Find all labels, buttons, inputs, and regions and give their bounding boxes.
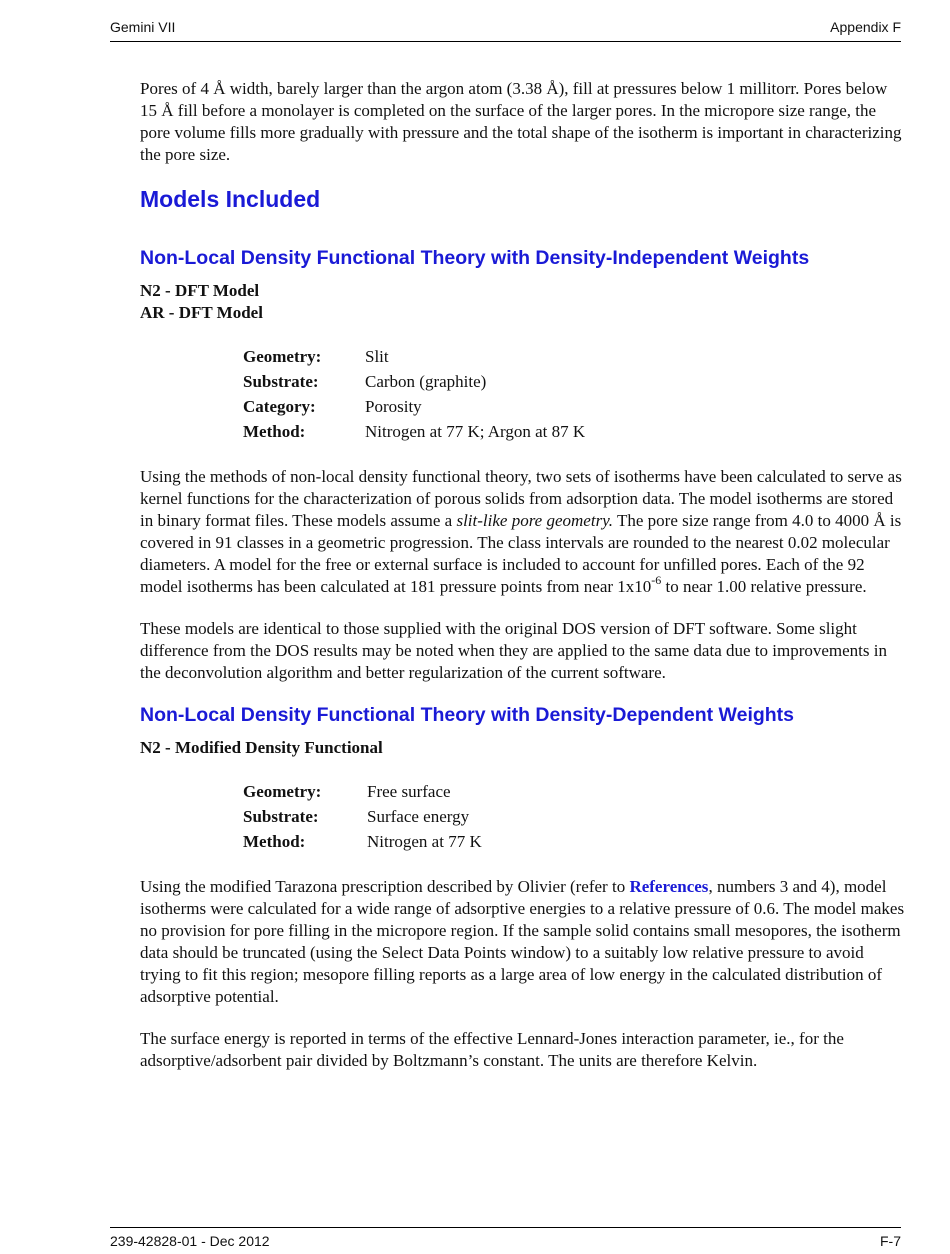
- subsection-title-dependent: Non-Local Density Functional Theory with Density-Dependent Weights: [140, 704, 795, 726]
- model-name: N2 - DFT Model: [140, 281, 260, 300]
- surface-energy-paragraph: The surface energy is reported in terms of the effective Lennard-Jones interaction parameter, ie., for the adsorptive/adsorbent pair divided by Boltzmann’s constant. The units are therefore Kelvin.: [140, 1029, 844, 1070]
- properties-table-independent: [243, 344, 585, 444]
- footer-document-number: 239-42828-01 - Dec 2012: [110, 1233, 270, 1249]
- property-row: [243, 829, 482, 854]
- page-content: [140, 78, 905, 1092]
- property-label: Substrate:: [243, 372, 319, 391]
- exponent: -6: [651, 573, 662, 588]
- property-row: [243, 419, 585, 444]
- property-value: Carbon (graphite): [365, 372, 487, 391]
- property-row: [243, 369, 585, 394]
- property-value: Nitrogen at 77 K; Argon at 87 K: [365, 422, 586, 441]
- emphasis-text: slit-like pore geometry.: [456, 511, 614, 530]
- text-run: , numbers 3 and 4), model isotherms were calculated for a wide range of adsorptive energies to a relative pressure of 0.6. The model makes no provision for pore filling in the micropore region. If the sample solid contains small mesopores, the isotherm data should be truncated (using the Select Data Points window) to a suitably low relative pressure to avoid trying to fit this region; mesopore filling reports as a large area of low energy in the calculated distribution of adsorptive potential.: [140, 877, 905, 1006]
- property-label: Geometry:: [243, 347, 322, 366]
- model-name: N2 - Modified Density Functional: [140, 738, 383, 757]
- header-manual-title: Gemini VII: [110, 19, 176, 35]
- property-value: Nitrogen at 77 K: [367, 832, 482, 851]
- property-label: Substrate:: [243, 807, 319, 826]
- model-names-dependent: [140, 737, 905, 759]
- text-run: to near 1.00 relative pressure.: [661, 577, 867, 596]
- text-run: The pore size range from 4.0 to 4000 Å is covered in 91 classes in a geometric progression. The class intervals are rounded to the nearest 0.02 molecular diameters. A model for the free or external surface is included to account for unfilled pores. Each of the 92 model isotherms has been calculated at 181 pressure points from near 1x10: [140, 511, 902, 596]
- model-names-independent: [140, 280, 905, 324]
- footer-page-number: F-7: [880, 1233, 901, 1249]
- property-label: Method:: [243, 422, 306, 441]
- property-label: Method:: [243, 832, 306, 851]
- text-run: Using the methods of non-local density functional theory, two sets of isotherms have been calculated to serve as kernel functions for the characterization of porous solids from adsorption data. The model isotherms are stored in binary format files. These models assume a: [140, 467, 902, 530]
- property-row: [243, 394, 585, 419]
- references-link[interactable]: References: [629, 877, 709, 896]
- property-label: Geometry:: [243, 782, 322, 801]
- dependent-description-paragraph: [140, 876, 905, 1008]
- property-value: Slit: [365, 347, 389, 366]
- properties-table-dependent: [243, 779, 482, 854]
- model-name: AR - DFT Model: [140, 303, 263, 322]
- property-value: Porosity: [365, 397, 422, 416]
- property-row: [243, 344, 585, 369]
- property-value: Surface energy: [367, 807, 470, 826]
- property-label: Category:: [243, 397, 316, 416]
- property-row: [243, 779, 482, 804]
- property-row: [243, 804, 482, 829]
- property-value: Free surface: [367, 782, 451, 801]
- independent-dos-paragraph: These models are identical to those supplied with the original DOS version of DFT software. Some slight difference from the DOS results may be noted when they are applied to the same data due to improvements in the deconvolution algorithm and better regularization of the current software.: [140, 619, 887, 682]
- subsection-title-independent: Non-Local Density Functional Theory with Density-Independent Weights: [140, 247, 810, 269]
- header-appendix-label: Appendix F: [830, 19, 901, 35]
- running-header: [110, 18, 901, 42]
- intro-paragraph: Pores of 4 Å width, barely larger than the argon atom (3.38 Å), fill at pressures below 1 millitorr. Pores below 15 Å fill before a monolayer is completed on the surface of the larger pores. In the micropore size range, the pore volume fills more gradually with pressure and the total shape of the isotherm is important in characterizing the pore size.: [140, 79, 902, 164]
- section-title: Models Included: [140, 186, 321, 212]
- running-footer: [110, 1227, 901, 1251]
- independent-description-paragraph: [140, 466, 905, 598]
- text-run: Using the modified Tarazona prescription described by Olivier (refer to: [140, 877, 630, 896]
